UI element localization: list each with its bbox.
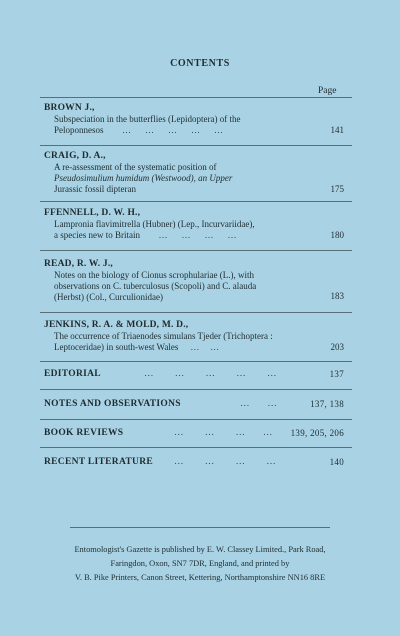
contents-entry [44, 320, 344, 353]
divider [40, 201, 352, 202]
contents-section: NOTES AND OBSERVATIONS … … 137, 138 [44, 399, 344, 409]
footer-line: Faringdon, Oxon, SN7 7DR, England, and printed by [110, 559, 290, 568]
publisher-footer [0, 543, 400, 585]
entry-author: BROWN J., [44, 103, 95, 113]
contents-entry [44, 103, 344, 136]
divider [40, 250, 352, 251]
entry-title-line: The occurrence of Triaenodes simulans Tjeder (Trichoptera : [54, 331, 273, 341]
entry-page-number: 203 [330, 342, 344, 352]
divider [40, 312, 352, 313]
entry-author: CRAIG, D. A., [44, 151, 106, 161]
entry-title-line: Lampronia flavimitrella (Hubner) (Lep., Incurvariidae), [54, 219, 255, 229]
contents-section: BOOK REVIEWS … … … … 139, 205, 206 [44, 428, 344, 438]
entry-title-line: A re-assessment of the systematic position of [54, 162, 217, 172]
entry-page-number: 180 [330, 230, 344, 240]
divider [40, 447, 352, 448]
entry-page-number: 183 [330, 291, 344, 301]
entry-title-line: a species new to Britain … … … … [54, 230, 238, 240]
divider [40, 97, 352, 98]
section-page-number: 139, 205, 206 [290, 428, 344, 438]
contents-section: EDITORIAL … … … … … 137 [44, 369, 344, 379]
entry-title-line: Peloponnesos … … … … … [54, 125, 224, 135]
section-label: BOOK REVIEWS [44, 428, 124, 438]
entry-title-line: Pseudosimulium humidum (Westwood), an Upper [54, 173, 233, 183]
page-column-label: Page [318, 86, 337, 96]
section-page-number: 137 [329, 369, 344, 379]
entry-title-line: Notes on the biology of Cionus scrophulariae (L.), with [54, 270, 254, 280]
divider [40, 389, 352, 390]
entry-author: READ, R. W. J., [44, 259, 113, 269]
entry-author: JENKINS, R. A. & MOLD, M. D., [44, 320, 189, 330]
entry-title-line: Leptoceridae) in south-west Wales … … [54, 342, 221, 352]
entry-author: FFENNELL, D. W. H., [44, 208, 141, 218]
divider [40, 361, 352, 362]
entry-title-line: Jurassic fossil dipteran [54, 184, 136, 194]
footer-divider [70, 527, 330, 528]
section-label: EDITORIAL [44, 369, 101, 379]
entry-page-number: 175 [330, 184, 344, 194]
footer-line: Entomologist's Gazette is published by E. W. Classey Limited., Park Road, [74, 545, 326, 554]
page-title: CONTENTS [170, 58, 230, 69]
contents-section: RECENT LITERATURE … … … … 140 [44, 457, 344, 467]
contents-entry [44, 208, 344, 241]
entry-title-line: (Herbst) (Col., Curculionidae) [54, 292, 163, 302]
contents-entry [44, 151, 344, 195]
section-page-number: 137, 138 [310, 399, 344, 409]
entry-title-line: Subspeciation in the butterflies (Lepidoptera) of the [54, 114, 241, 124]
section-label: NOTES AND OBSERVATIONS [44, 399, 181, 409]
footer-line: V. B. Pike Printers, Canon Street, Kettering, Northamptonshire NN16 8RE [74, 573, 326, 582]
divider [40, 145, 352, 146]
divider [40, 419, 352, 420]
contents-entry [44, 259, 344, 303]
section-page-number: 140 [329, 457, 344, 467]
section-label: RECENT LITERATURE [44, 457, 154, 467]
entry-page-number: 141 [330, 125, 344, 135]
entry-title-line: observations on C. tuberculosus (Scopoli) and C. alauda [54, 281, 257, 291]
